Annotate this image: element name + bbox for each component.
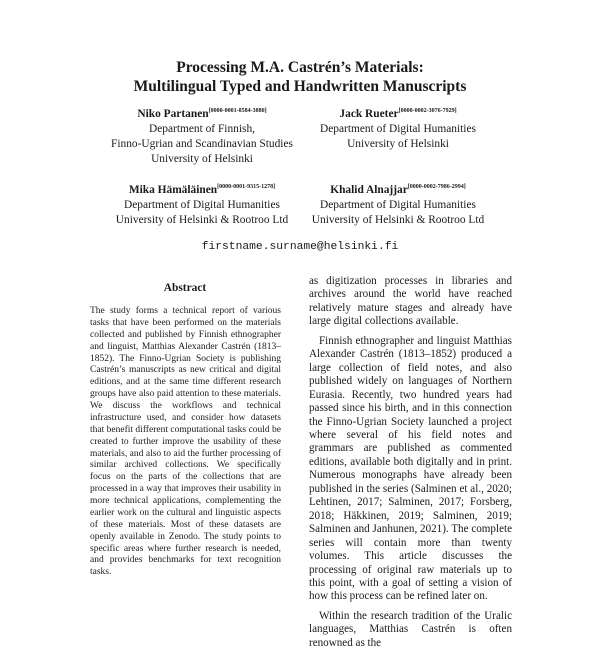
author-block-1	[100, 104, 304, 167]
author-name: Mika Hämäläinen	[128, 184, 218, 196]
body-paragraph: as digitization processes in libraries and archives around the world have reached relatively mature stages and already have large digital collections available.	[309, 275, 512, 328]
author-orcid: [0000-0001-8584-3880]	[208, 108, 267, 114]
title-line-1: Processing M.A. Castrén’s Materials:	[176, 59, 424, 76]
author-affiliation-line: University of Helsinki	[347, 138, 449, 150]
author-orcid: [0000-0002-7986-2994]	[407, 184, 466, 190]
author-email[interactable]: firstname.surname@helsinki.fi	[201, 241, 399, 253]
author-name: Jack Rueter	[339, 108, 399, 120]
author-affiliation-line: Department of Finnish,	[149, 123, 255, 135]
author-name: Niko Partanen	[137, 108, 209, 120]
author-orcid: [0000-0002-3076-7929]	[398, 108, 457, 114]
body-paragraph: Within the research tradition of the Uralic languages, Matthias Castrén is often renowned as the	[309, 609, 512, 649]
abstract-heading: Abstract	[163, 282, 207, 294]
author-affiliation-line: Department of Digital Humanities	[320, 123, 476, 135]
author-affiliation-line: University of Helsinki & Rootroo Ltd	[115, 214, 289, 226]
author-affiliation-line: Department of Digital Humanities	[124, 199, 280, 211]
author-affiliation-line: University of Helsinki & Rootroo Ltd	[311, 214, 485, 226]
author-affiliation-line: Department of Digital Humanities	[320, 199, 476, 211]
abstract-text: The study forms a technical report of various tasks that have been performed on the materials collected and published by Finnish ethnographer and linguist, Matthias Alexander Castrén (1813–1852). The Finno-Ugrian Society is publishing Castrén’s manuscripts as new critical and digital editions, and at the same time different research groups have also paid attention to these materials. We discuss the workflows and technical infrastructure used, and consider how datasets that benefit different computational tasks could be created to further improve the usability of these materials, and also to aid the further processing of similar archived collections. We specifically focus on the parts of the collections that are processed in a way that improves their usability in more technical applications, complementing the earlier work on the cultural and linguistic aspects of these materials. Most of these datasets are openly available in Zenodo. The study points to specific areas where further research is needed, and provides benchmarks for text recognition tasks.	[90, 306, 282, 578]
author-affiliation-line: Finno-Ugrian and Scandinavian Studies	[111, 138, 293, 150]
introduction-column	[309, 275, 512, 650]
author-block-4	[300, 180, 496, 228]
author-name: Khalid Alnajjar	[330, 184, 408, 196]
author-affiliation-line: University of Helsinki	[151, 153, 253, 165]
author-orcid: [0000-0001-9315-1278]	[217, 184, 276, 190]
body-paragraph: Finnish ethnographer and linguist Matthias Alexander Castrén (1813–1852) produced a large collection of field notes, and also published widely on languages of Northern Eurasia. Recently, two hundred years had passed since his birth, and in this connection the Finno-Ugrian Society launched a project where several of his field notes and grammars are published as commented editions, available both digitally and in print. Numerous monographs have already been published in the series (Salminen et al., 2020; Lehtinen, 2017; Salminen, 2017; Forsberg, 2018; Häkkinen, 2019; Salminen, 2019; Salminen and Janhunen, 2021). The complete series will contain more than twenty volumes. This article discusses the processing of original raw materials up to this point, with a goal of setting a vision of how this process can be refined later on.	[309, 334, 512, 603]
title-line-2: Multilingual Typed and Handwritten Manuscripts	[133, 78, 467, 95]
author-block-2	[300, 104, 496, 152]
author-block-3	[100, 180, 304, 228]
paper-title	[0, 58, 600, 96]
